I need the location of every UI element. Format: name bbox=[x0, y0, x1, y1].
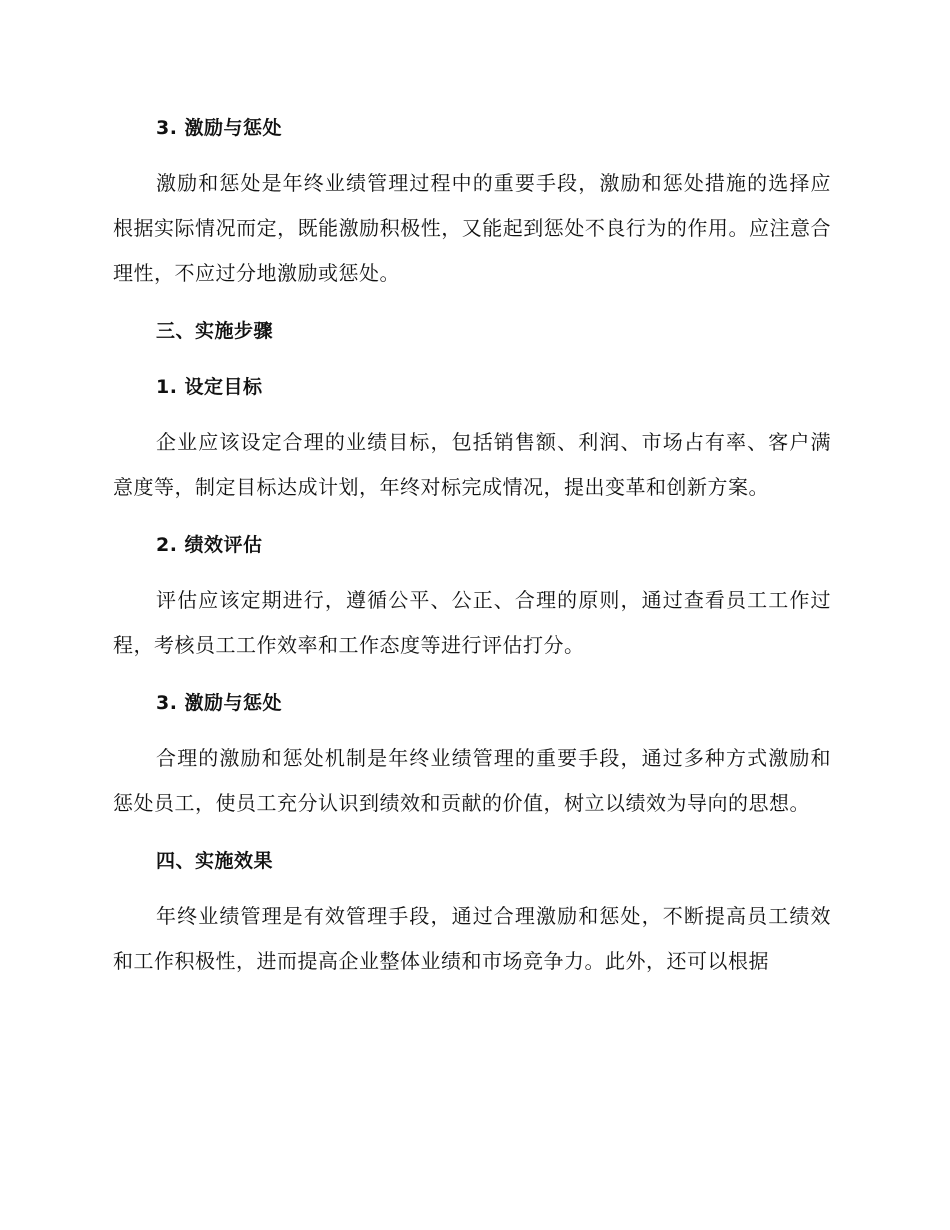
section-heading-set-goals: 1. 设定目标 bbox=[156, 376, 263, 398]
section-heading-implementation-effect: 四、实施效果 bbox=[156, 850, 274, 872]
section-heading-performance-evaluation: 2. 绩效评估 bbox=[156, 534, 263, 556]
section-heading-implementation-steps: 三、实施步骤 bbox=[156, 320, 274, 342]
document-page bbox=[113, 105, 831, 984]
paragraph-performance-evaluation: 评估应该定期进行，遵循公平、公正、合理的原则，通过查看员工工作过程，考核员工工作效率和工作态度等进行评估打分。 bbox=[113, 588, 831, 657]
section-heading-incentive-penalty: 3. 激励与惩处 bbox=[156, 117, 283, 139]
paragraph-incentive-penalty: 激励和惩处是年终业绩管理过程中的重要手段，激励和惩处措施的选择应根据实际情况而定，既能激励积极性，又能起到惩处不良行为的作用。应注意合理性，不应过分地激励或惩处。 bbox=[113, 171, 831, 285]
paragraph-set-goals: 企业应该设定合理的业绩目标，包括销售额、利润、市场占有率、客户满意度等，制定目标达成计划，年终对标完成情况，提出变革和创新方案。 bbox=[113, 430, 831, 499]
section-heading-incentive-penalty-2: 3. 激励与惩处 bbox=[156, 692, 283, 714]
paragraph-incentive-penalty-2: 合理的激励和惩处机制是年终业绩管理的重要手段，通过多种方式激励和惩处员工，使员工充分认识到绩效和贡献的价值，树立以绩效为导向的思想。 bbox=[113, 746, 831, 815]
paragraph-implementation-effect: 年终业绩管理是有效管理手段，通过合理激励和惩处，不断提高员工绩效和工作积极性，进而提高企业整体业绩和市场竞争力。此外，还可以根据 bbox=[113, 904, 831, 973]
